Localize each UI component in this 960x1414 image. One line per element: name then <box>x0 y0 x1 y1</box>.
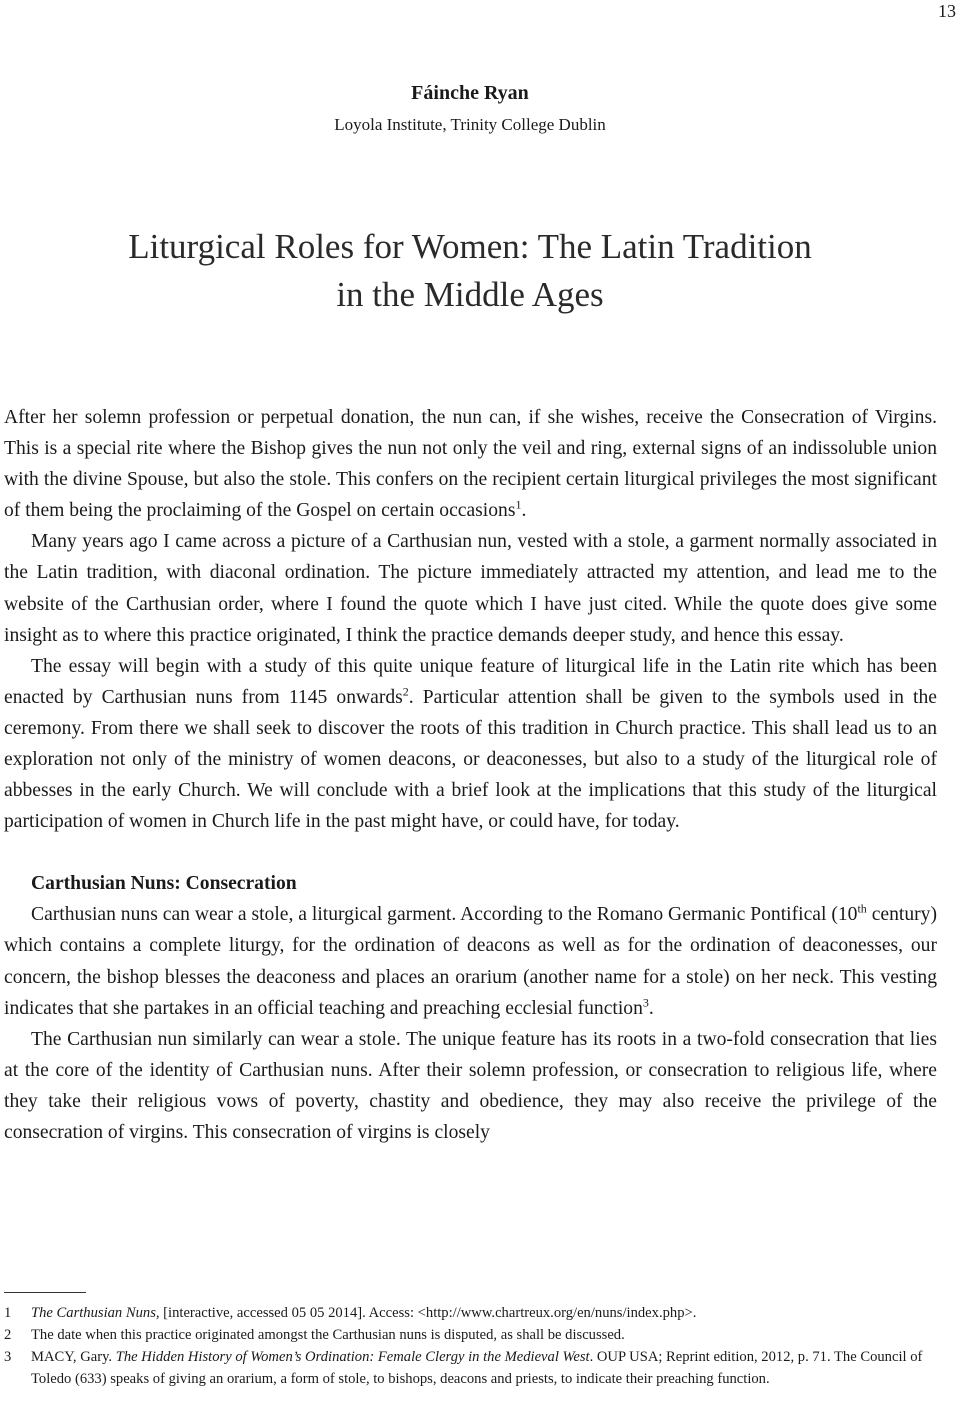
footnote-title: The Carthusian Nuns, <box>31 1305 160 1321</box>
footnote-number: 2 <box>4 1327 12 1343</box>
paragraph-3-text-a: The essay will begin with a study of this quite unique feature of liturgical life in the Latin rite which has been enacted by Carthusian nuns from 1145 onwards <box>4 655 937 708</box>
paragraph-1-end: . <box>521 500 527 522</box>
footnote-title: The Hidden History of Women’s Ordination: Female Clergy in the Medieval West <box>115 1349 590 1365</box>
footnote-citation: [interactive, accessed 05 05 2014]. Access: <http://www.chartreux.org/en/nuns/index.php>. <box>159 1305 697 1321</box>
footnote-number: 3 <box>4 1349 12 1365</box>
footnote-ref-3[interactable]: 3 <box>642 995 649 1010</box>
footnotes <box>4 1302 938 1390</box>
paragraph-4-end: . <box>648 997 654 1019</box>
paragraph-4 <box>4 899 937 1023</box>
title-line-1: Liturgical Roles for Women: The Latin Tradition <box>128 227 812 266</box>
article-title <box>0 223 940 319</box>
paragraph-4-text-b: century) which contains a complete liturgy, for the ordination of deacons as well as for the ordination of deaconesses, our concern, the bishop blesses the deaconess and places an orarium (another name for a stole) on her neck. This vesting indicates that she partakes in an official teaching and preaching ecclesial function <box>4 904 937 1019</box>
paragraph-1-text: After her solemn profession or perpetual donation, the nun can, if she wishes, receive the Consecration of Virgins. This is a special rite where the Bishop gives the nun not only the veil and ring, external signs of an indissoluble union with the divine Spouse, but also the stole. This confers on the recipient certain liturgical privileges the most significant of them being the proclaiming of the Gospel on certain occasions <box>4 407 937 522</box>
paragraph-3 <box>4 651 937 838</box>
page-number: 13 <box>938 1 956 21</box>
ordinal-suffix: th <box>857 901 867 916</box>
footnote-2 <box>4 1324 938 1346</box>
author-name: Fáinche Ryan <box>411 82 529 104</box>
author-block <box>0 79 940 138</box>
paragraph-4-text-a: Carthusian nuns can wear a stole, a liturgical garment. According to the Romano Germanic Pontifical (10 <box>31 904 858 926</box>
footnote-3 <box>4 1346 938 1390</box>
footnote-citation: . OUP USA; Reprint edition, 2012, p. 71. The Council of Toledo (633) speaks of giving an orarium, a form of stole, to bishops, deacons and priests, to indicate their preaching function. <box>31 1349 923 1387</box>
footnote-ref-2[interactable]: 2 <box>402 684 409 699</box>
footnote-text <box>31 1346 938 1390</box>
footnote-1 <box>4 1302 938 1324</box>
footnote-text: The date when this practice originated amongst the Carthusian nuns is disputed, as shall be discussed. <box>31 1327 625 1343</box>
footnote-ref-1[interactable]: 1 <box>515 497 522 512</box>
footnote-text <box>31 1302 938 1324</box>
paragraph-1 <box>4 402 937 526</box>
author-affiliation: Loyola Institute, Trinity College Dublin <box>334 115 606 134</box>
section-heading: Carthusian Nuns: Consecration <box>31 873 297 895</box>
paragraph-2: Many years ago I came across a picture of a Carthusian nun, vested with a stole, a garment normally associated in the Latin tradition, with diaconal ordination. The picture immediately attracted my attention, and lead me to the website of the Carthusian order, where I found the quote which I have just cited. While the quote does give some insight as to where this practice originated, I think the practice demands deeper study, and hence this essay. <box>4 531 937 646</box>
footnote-number: 1 <box>4 1305 12 1321</box>
footnote-author: MACY, Gary. <box>31 1349 116 1365</box>
article-body <box>4 402 937 1148</box>
paragraph-5: The Carthusian nun similarly can wear a stole. The unique feature has its roots in a two-fold consecration that lies at the core of the identity of Carthusian nuns. After their solemn profession, or consecration to religious life, where they take their religious vows of poverty, chastity and obedience, they may also receive the privilege of the consecration of virgins. This consecration of virgins is closely <box>4 1028 937 1143</box>
footnote-divider <box>4 1292 86 1293</box>
paragraph-3-text-b: . Particular attention shall be given to the symbols used in the ceremony. From there we shall seek to discover the roots of this tradition in Church practice. This shall lead us to an exploration not only of the ministry of women deacons, or deaconesses, but also to a study of the liturgical role of abbesses in the early Church. We will conclude with a brief look at the implications that this study of the liturgical participation of women in Church life in the past might have, or could have, for today. <box>4 686 937 833</box>
title-line-2: in the Middle Ages <box>336 275 604 314</box>
